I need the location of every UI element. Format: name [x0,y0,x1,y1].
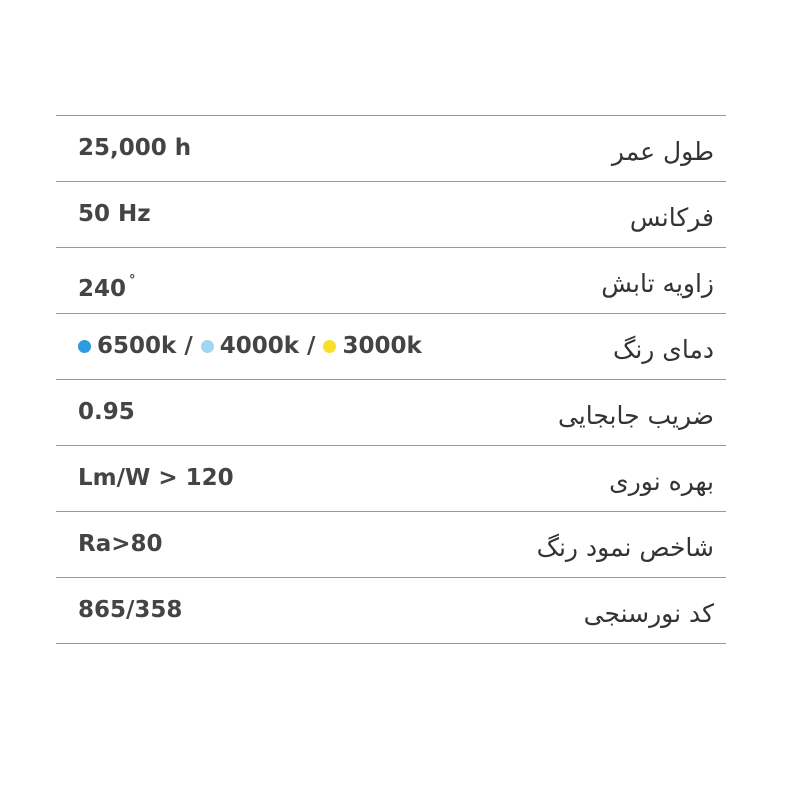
spec-row-photometric-code [56,578,726,644]
spec-row-cri [56,512,726,578]
color-temp-item [323,314,421,379]
separator: / [184,333,193,359]
spec-label: دمای رنگ [612,335,714,364]
spec-value [78,248,136,313]
color-temp-text: 4000k [219,333,300,359]
spec-row-power-factor [56,380,726,446]
spec-row-frequency [56,182,726,248]
spec-label: طول عمر [611,137,714,166]
spec-row-beam-angle [56,248,726,314]
color-temp-list [78,314,422,379]
spec-value: Ra>80 [78,531,163,557]
spec-row-color-temperature [56,314,726,380]
spec-table [56,115,726,644]
color-temp-item [78,314,176,379]
spec-label: فرکانس [629,203,714,232]
neutral-white-dot-icon [201,340,214,353]
spec-value: Lm/W > 120 [78,465,234,491]
spec-label: ضریب جابجایی [557,401,714,430]
separator: / [307,333,316,359]
spec-value: 25,000 h [78,135,192,161]
spec-value: 865/358 [78,597,183,623]
spec-label: زاویه تابش [601,269,714,298]
spec-label: شاخص نمود رنگ [536,533,714,562]
color-temp-text: 3000k [342,333,422,359]
spec-row-luminous-efficacy [56,446,726,512]
warm-white-dot-icon [323,340,336,353]
spec-label: کد نورسنجی [583,599,714,628]
spec-row-lifetime [56,115,726,182]
spec-value: 50 Hz [78,201,151,227]
cool-daylight-dot-icon [78,340,91,353]
spec-label: بهره نوری [609,467,714,496]
color-temp-text: 6500k [97,333,177,359]
color-temp-item [201,314,299,379]
spec-value: 0.95 [78,399,135,425]
beam-angle-number: 240 [78,276,127,302]
degree-symbol: ° [129,273,136,288]
